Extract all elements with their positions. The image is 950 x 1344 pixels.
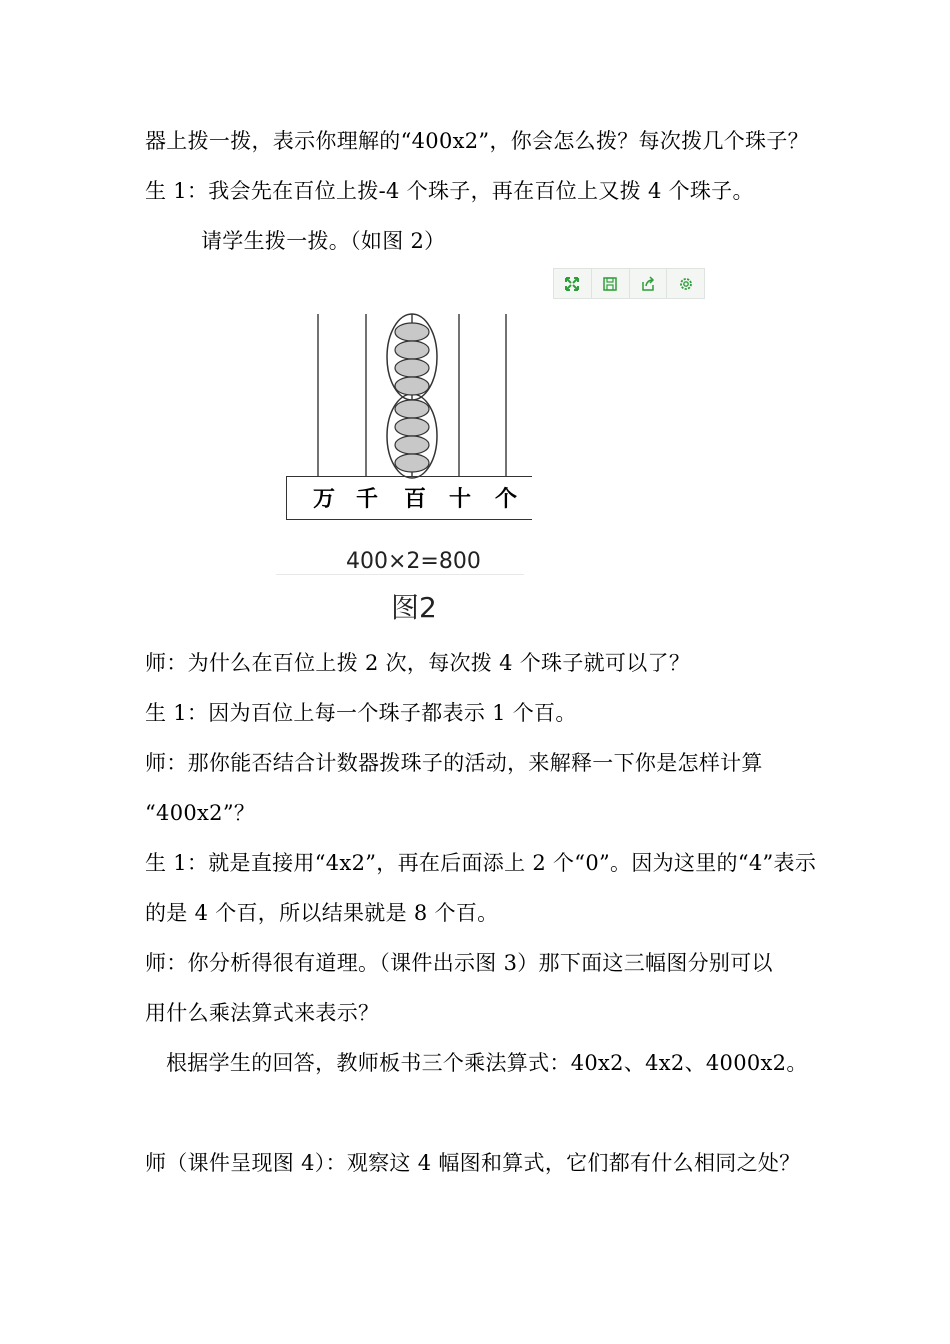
paragraph-line: 器上拨一拨，表示你理解的“400x2”，你会怎么拨？每次拨几个珠子？ [145, 129, 809, 153]
save-icon [602, 276, 618, 292]
paragraph-line: 生 1：因为百位上每一个珠子都表示 1 个百。 [145, 701, 577, 725]
paragraph-line: 生 1：我会先在百位上拨-4 个珠子，再在百位上又拨 4 个珠子。 [145, 179, 754, 203]
paragraph-line: 生 1：就是直接用“4x2”，再在后面添上 2 个“0”。因为这里的“4”表示 [145, 851, 817, 875]
paragraph-line: 师：你分析得很有道理。（课件出示图 3）那下面这三幅图分别可以 [145, 951, 773, 975]
save-button[interactable] [592, 269, 630, 298]
paragraph-line: 师：那你能否结合计数器拨珠子的活动，来解释一下你是怎样计算 [145, 751, 763, 775]
figure-equation: 400×2=800 [346, 549, 481, 574]
settings-button[interactable] [667, 269, 704, 298]
paragraph-line: 用什么乘法算式来表示？ [145, 1001, 380, 1025]
paragraph-line: 根据学生的回答，教师板书三个乘法算式：40x2、4x2、4000x2。 [166, 1051, 808, 1075]
place-label-wan: 万 [313, 486, 336, 512]
bead [395, 400, 429, 418]
bead [395, 341, 429, 359]
bead [395, 323, 429, 341]
bead [395, 454, 429, 472]
paragraph-line: 的是 4 个百，所以结果就是 8 个百。 [145, 901, 499, 925]
paragraph-line: 师：为什么在百位上拨 2 次，每次拨 4 个珠子就可以了？ [145, 651, 691, 675]
share-button[interactable] [630, 269, 668, 298]
expand-button[interactable] [554, 269, 592, 298]
gear-icon [678, 276, 694, 292]
bead [395, 377, 429, 395]
place-label-ge: 个 [495, 486, 518, 512]
abacus-figure [276, 302, 546, 632]
paragraph-line: 请学生拨一拨。（如图 2） [201, 229, 446, 253]
image-toolbar [553, 268, 705, 299]
place-value-labels [286, 476, 532, 520]
bead [395, 436, 429, 454]
divider [276, 574, 524, 575]
place-label-shi: 十 [449, 486, 472, 512]
expand-icon [564, 276, 580, 292]
bead [395, 359, 429, 377]
place-label-qian: 千 [356, 486, 379, 512]
paragraph-line: “400x2”？ [145, 801, 256, 825]
bead [395, 418, 429, 436]
place-label-bai: 百 [404, 486, 427, 512]
share-icon [640, 276, 656, 292]
abacus-rods [276, 302, 546, 482]
figure-caption: 图2 [391, 591, 437, 624]
paragraph-line: 师（课件呈现图 4）：观察这 4 幅图和算式，它们都有什么相同之处？ [145, 1151, 801, 1175]
